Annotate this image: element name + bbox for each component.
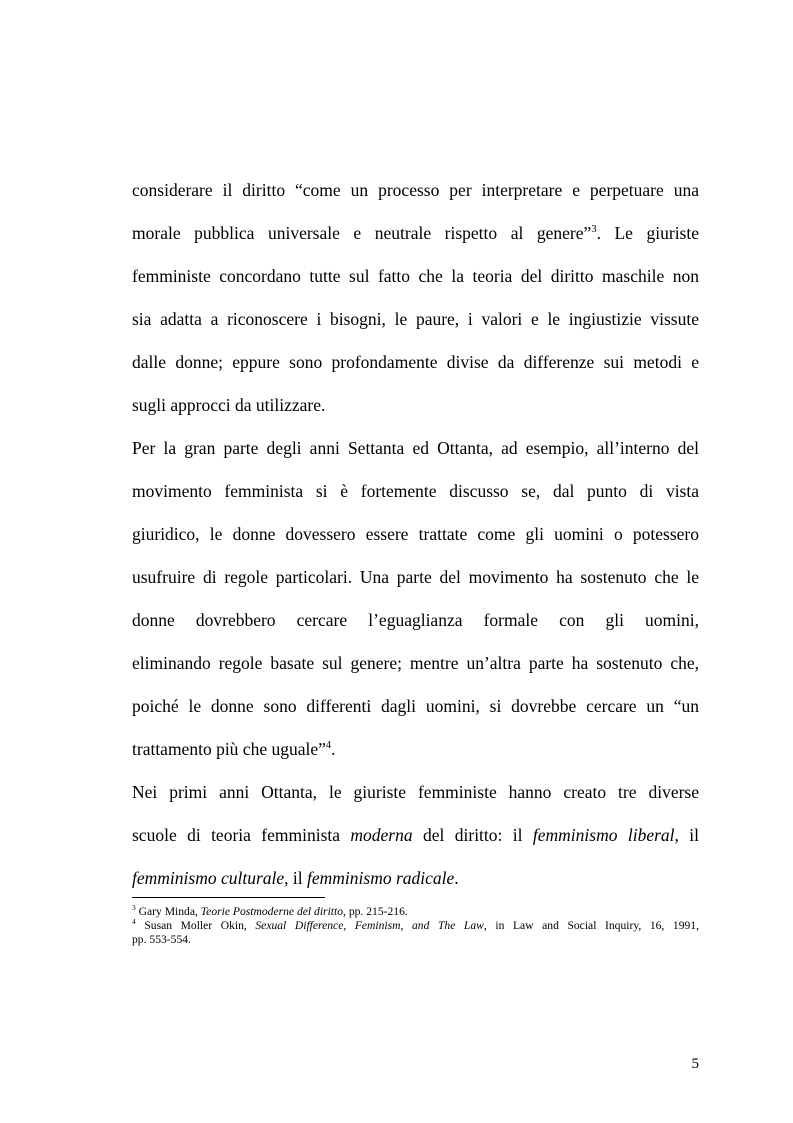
footnote-line: pp. 553-554.	[132, 933, 191, 946]
text-line: sia adatta a riconoscere i bisogni, le paure, i valori e le ingiustizie vissute	[132, 309, 699, 329]
body-text	[132, 169, 699, 900]
footnote-marker: 4	[132, 917, 136, 927]
text-line: Per la gran parte degli anni Settanta ed Ottanta, ad esempio, all’interno del	[132, 438, 699, 458]
italic-term: femminismo radicale	[307, 868, 455, 888]
footnote-separator	[132, 897, 325, 898]
text-line: femminismo culturale, il femminismo radicale.	[132, 868, 459, 888]
text-line: giuridico, le donne dovessero essere trattate come gli uomini o potessero	[132, 524, 699, 544]
text-line: dalle donne; eppure sono profondamente divise da differenze sui metodi e	[132, 352, 699, 372]
paragraph	[132, 169, 699, 427]
italic-term: Sexual Difference, Feminism, and The Law	[255, 919, 484, 932]
paragraph	[132, 427, 699, 771]
footnote-marker: 4	[325, 740, 332, 752]
text-line: eliminando regole basate sul genere; mentre un’altra parte ha sostenuto che,	[132, 653, 699, 673]
text-line: femministe concordano tutte sul fatto che la teoria del diritto maschile non	[132, 266, 699, 286]
italic-term: Teorie Postmoderne del diritto,	[200, 905, 346, 918]
italic-term: femminismo culturale	[132, 868, 285, 888]
footnote	[132, 905, 699, 919]
italic-term: moderna	[350, 825, 413, 845]
italic-term: femminismo liberal	[532, 825, 675, 845]
text-line: considerare il diritto “come un processo per interpretare e perpetuare una	[132, 180, 699, 200]
footnote-line: $^3$ Gary Minda, Teorie Postmoderne del diritto, pp. 215-216.	[132, 903, 408, 918]
text-line: donne dovrebbero cercare l’eguaglianza formale con gli uomini,	[132, 610, 699, 630]
page-number: 5	[691, 1056, 699, 1072]
footnote	[132, 919, 699, 947]
text-line: usufruire di regole particolari. Una parte del movimento ha sostenuto che le	[132, 567, 699, 587]
text-line: poiché le donne sono differenti dagli uomini, si dovrebbe cercare un “un	[132, 696, 699, 716]
footnotes	[132, 905, 699, 947]
text-line: movimento femminista si è fortemente discusso se, dal punto di vista	[132, 481, 699, 501]
text-line: scuole di teoria femminista moderna del diritto: il femminismo liberal, il	[132, 825, 699, 845]
footnote-marker: 3	[132, 903, 136, 913]
text-line: Nei primi anni Ottanta, le giuriste femministe hanno creato tre diverse	[132, 782, 699, 802]
text-line: morale pubblica universale e neutrale rispetto al genere”$^3$. Le giuriste	[132, 223, 700, 243]
paragraph	[132, 771, 699, 900]
text-line: sugli approcci da utilizzare.	[132, 395, 326, 415]
footnote-marker: 3	[591, 224, 597, 236]
footnote-line: $^4$ Susan Moller Okin, Sexual Difference, Feminism, and The Law, in Law and Social Inquiry, 16, 1991,	[132, 917, 699, 932]
text-line: trattamento più che uguale”$^4$.	[132, 739, 336, 759]
